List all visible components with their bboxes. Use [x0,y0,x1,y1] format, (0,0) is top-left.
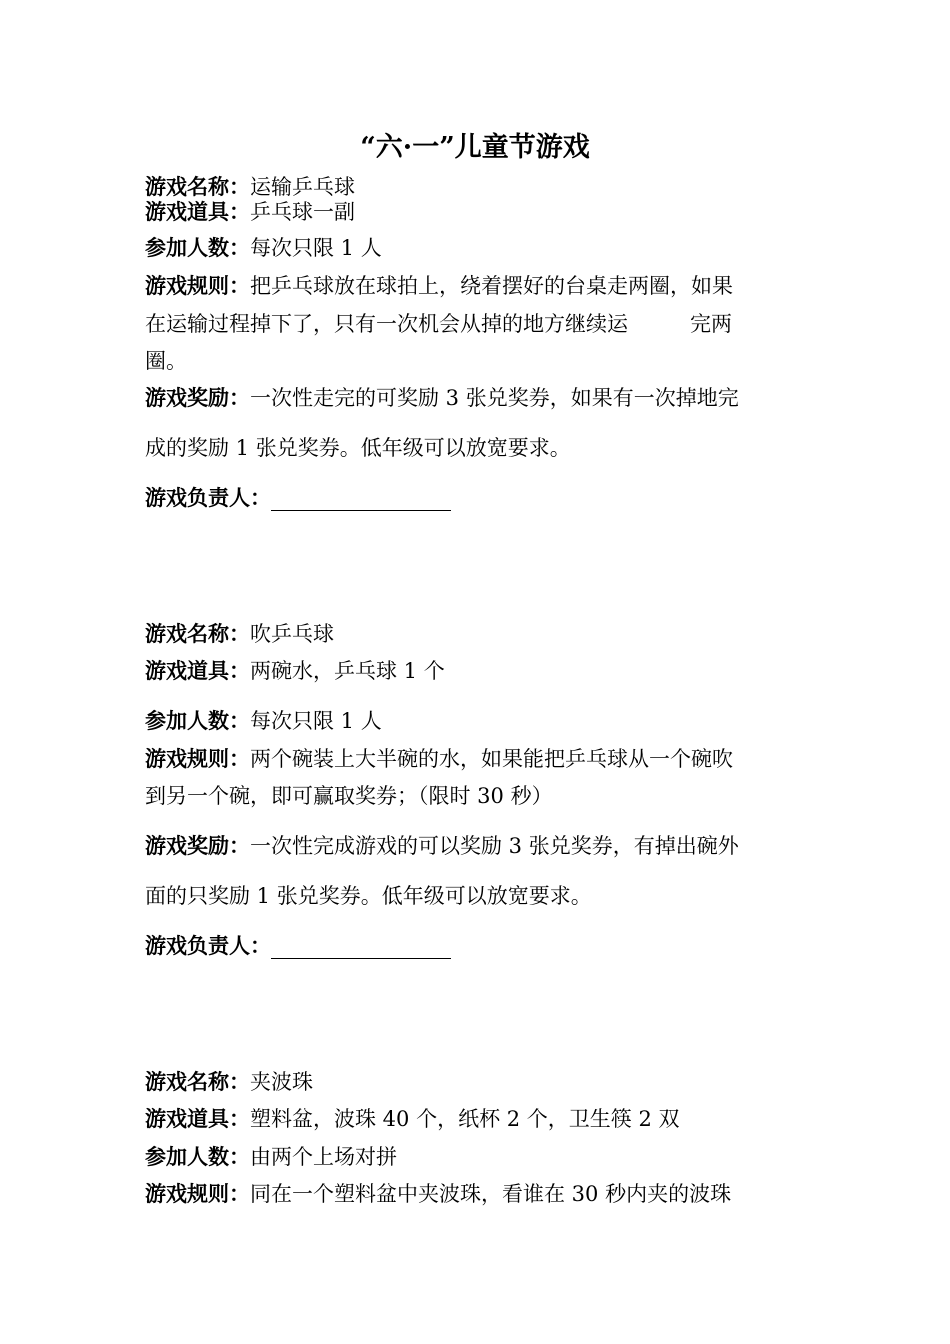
game1-name-label: 游戏名称： [145,174,250,199]
game1-reward-text1: 一次性走完的可奖励 3 张兑奖券，如果有一次掉地完 [250,386,739,410]
game1-people-label: 参加人数： [145,235,250,260]
game3-name-line [145,1069,810,1095]
game1-reward-line2 [145,435,810,461]
game1-reward-line1 [145,385,810,411]
game3-props-line [145,1106,810,1132]
game2-name-line [145,621,810,647]
game2-owner-line [145,933,810,959]
game2-rules-label: 游戏规则： [145,746,250,771]
game1-rules-label: 游戏规则： [145,273,250,298]
game3-rules-text1: 同在一个塑料盆中夹波珠，看谁在 30 秒内夹的波珠 [250,1182,732,1206]
game3-people-label: 参加人数： [145,1144,250,1169]
game1-rules-text3: 圈。 [145,349,187,373]
game3-people-line [145,1144,810,1170]
game1-owner-blank [271,488,451,511]
game1-props-value: 乒乓球一副 [250,200,355,224]
game3-props-value: 塑料盆，波珠 40 个，纸杯 2 个，卫生筷 2 双 [250,1107,680,1131]
game3-people-value: 由两个上场对拼 [250,1145,397,1169]
game2-reward-label: 游戏奖励： [145,833,250,858]
game2-name-label: 游戏名称： [145,621,250,646]
game1-rules-text2b: 完两 [690,312,732,336]
game1-reward-label: 游戏奖励： [145,385,250,410]
game1-reward-text2: 成的奖励 1 张兑奖券。低年级可以放宽要求。 [145,436,571,460]
game1-name-line [145,174,810,200]
game2-props-line [145,658,810,684]
game2-rules-text2: 到另一个碗，即可赢取奖券；（限时 30 秒） [145,784,553,808]
page-title: “六·一”儿童节游戏 [360,132,590,163]
game1-people-line [145,235,810,261]
game2-props-label: 游戏道具： [145,658,250,683]
game2-people-line [145,708,810,734]
game1-rules-text2a: 在运输过程掉下了，只有一次机会从掉的地方继续运 [145,312,628,336]
game2-reward-line2 [145,883,810,909]
game2-rules-text1: 两个碗装上大半碗的水，如果能把乒乓球从一个碗吹 [250,747,733,771]
game1-rules-line2 [145,311,810,337]
game2-reward-text2: 面的只奖励 1 张兑奖券。低年级可以放宽要求。 [145,884,592,908]
game2-owner-blank [271,936,451,959]
game2-name-value: 吹乒乓球 [250,622,334,646]
game1-rules-text1: 把乒乓球放在球拍上，绕着摆好的台桌走两圈，如果 [250,274,733,298]
game3-rules-line1 [145,1181,810,1207]
game2-reward-text1: 一次性完成游戏的可以奖励 3 张兑奖券，有掉出碗外 [250,834,739,858]
game3-props-label: 游戏道具： [145,1106,250,1131]
game1-rules-line3 [145,348,810,374]
game2-people-value: 每次只限 1 人 [250,709,382,733]
game2-owner-label: 游戏负责人： [145,933,271,958]
game2-rules-line1 [145,746,810,772]
game1-owner-line [145,485,810,511]
game1-owner-label: 游戏负责人： [145,485,271,510]
game2-people-label: 参加人数： [145,708,250,733]
game3-name-label: 游戏名称： [145,1069,250,1094]
game1-props-label: 游戏道具： [145,199,250,224]
game1-name-value: 运输乒乓球 [250,175,355,199]
game2-props-value: 两碗水，乒乓球 1 个 [250,659,445,683]
game3-name-value: 夹波珠 [250,1070,313,1094]
game3-rules-label: 游戏规则： [145,1181,250,1206]
game1-people-value: 每次只限 1 人 [250,236,382,260]
game2-rules-line2 [145,783,810,809]
game1-props-line [145,199,810,225]
game1-rules-line1 [145,273,810,299]
game2-reward-line1 [145,833,810,859]
